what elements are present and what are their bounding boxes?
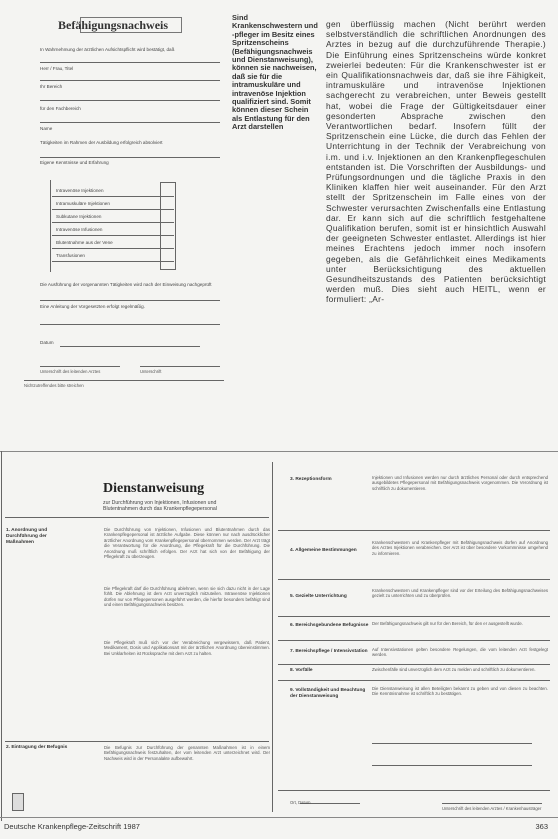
checklist-item: Transfusionen bbox=[56, 253, 85, 258]
signature-head-physician: Unterschrift des leitenden Arztes / Krankenhausträger bbox=[442, 806, 542, 811]
section-body: Auf Intensivstationen gelten besondere Regelungen, die vom leitenden Arzt festgelegt werden. bbox=[372, 647, 548, 658]
footer-journal: Deutsche Krankenpflege-Zeitschrift 1987 bbox=[4, 822, 140, 831]
signature-label: Unterschrift bbox=[140, 369, 162, 374]
footnote: Nichtzutreffendes bitte streichen bbox=[24, 383, 84, 388]
form-line: Herr / Frau, Titel bbox=[40, 66, 74, 71]
signature-place-date: Ort, Datum bbox=[290, 800, 311, 805]
form-note: Die Ausführung der vorgenannten Tätigkeiten wird nach der Einweisung nachgeprüft bbox=[40, 282, 212, 287]
page-number: 363 bbox=[535, 822, 548, 831]
section-body: Krankenschwestern und Krankenpfleger mit Befähigungsnachweis dürfen auf Anordnung des Arztes Injektionen verabreichen. Der Arzt ist über besondere Vorkommnisse umgehend zu informieren. bbox=[372, 540, 548, 556]
checklist-item: Subkutane Injektionen bbox=[56, 214, 102, 219]
checklist-item: Intravenöse Infusionen bbox=[56, 227, 103, 232]
section-body: Die Pflegekraft darf die Durchführung ablehnen, wenn sie sich dazu nicht in der Lage fühlt. Die Ablehnung ist dem Arzt unverzüglich mitzuteilen. Intravenöse Injektionen dürfen nur von Pflegepersonen ausgeführt werden, die hierfür besonders befähigt sind und einen Befähigungsnachweis besitzen. bbox=[104, 586, 270, 608]
section-body: Krankenschwestern und Krankenpfleger sind vor der Erteilung des Befähigungsnachweises gezielt zu unterrichten und zu überprüfen. bbox=[372, 588, 548, 599]
section-body: Die Befugnis zur Durchführung der genannten Maßnahmen ist in einem Befähigungsnachweis festzuhalten, der vom leitenden Arzt unterzeichnet wird. Der Nachweis wird in der Personalakte aufbewahrt. bbox=[104, 745, 270, 761]
section-heading: 9. Vollständigkeit und Beachtung der Dienstanweisung bbox=[290, 688, 366, 699]
sidebar-callout: Sind Krankenschwestern und -pfleger im Besitz eines Spritzenscheins (Befähigungsnachweis und Dienstanweisung), können sie nachweisen, daß sie für die intramuskuläre und intravenöse Injektion qualifiziert sind. Somit können dieser Schein als Entlastung für den Arzt darstellen bbox=[232, 13, 318, 132]
form-line: Eigene Kenntnisse und Erfahrung bbox=[40, 160, 109, 165]
section-body: Die Pflegekraft muß sich vor der Verabreichung vergewissern, daß Patient, Medikament, Dosis und Applikationsart mit der ärztlichen Anordnung übereinstimmen. Bei Unklarheiten ist Rücksprache mit dem Arzt zu halten. bbox=[104, 640, 270, 656]
publisher-logo bbox=[12, 793, 24, 811]
form-line: für den Fachbereich bbox=[40, 106, 81, 111]
signature-label: Datum bbox=[40, 340, 54, 345]
section-heading: 4. Allgemeine Bestimmungen bbox=[290, 548, 357, 553]
checklist-item: Intramuskuläre Injektionen bbox=[56, 201, 110, 206]
instruction-title: Dienstanweisung bbox=[103, 481, 205, 496]
section-heading: 7. Bereichspflege / Intensivstation bbox=[290, 649, 368, 654]
section-heading: 8. Vorfälle bbox=[290, 668, 313, 673]
section-body: Die Durchführung von Injektionen, Infusionen und Blutentnahmen durch das Krankenpflegepersonal ist ärztliche Aufgabe. Diese können nur nach ausdrücklicher ärztlicher Anordnung vom Krankenpflegepersonal übernommen werden. Der Arzt trägt die Verantwortung für die Anordnung, die Pflegekraft für die Durchführung. Die Anordnung muß schriftlich erfolgen. Der Arzt hat sich von der Befähigung der Pflegekraft zu überzeugen. bbox=[104, 527, 270, 560]
instruction-subtitle: zur Durchführung von Injektionen, Infusionen und Blutentnahmen durch das Krankenpflegepersonal bbox=[103, 500, 217, 513]
section-body: Die Dienstanweisung ist allen Beteiligten bekannt zu geben und von diesen zu beachten. Die Kenntnisnahme ist schriftlich zu bestätigen. bbox=[372, 686, 548, 697]
article-column: gen überflüssig machen (Nicht berührt werden selbstverständlich die schriftlichen Anordnungen des Arztes in bezug auf die durchzuführende Therapie.) Die Einführung eines Spritzenscheins würde konkret zweierlei bedeuten: Für die Krankenschwester ist er ein Qualifikationsnachweis dar, daß sie ihre Fähigkeit, intramuskuläre und intravenöse Injektionen sachgerecht zu verabreichen, unter Beweis gestellt hat, wobei die Frage der Gültigkeitsdauer einer gesonderten Absprache zwischen den Verantwortlichen bedarf. Insofern füllt der Spritzenschein eine Lücke, die durch das Fehlen der Unterrichtung in der Technik der Verabreichung von i.m. und i.v. Injektionen an den Krankenpflegeschulen entstanden ist. Die Vorschriften der Ausbildungs- und Prüfungsordnungen und die tägliche Praxis in den Kliniken klaffen hier weit auseinander. Für den Arzt stellt der Spritzenschein im Falle eines von der Schwester verursachten Zwischenfalls eine Entlastung dar. Er kann sich auf die schriftlich festgehaltene Qualifikation berufen, somit ist er hinsichtlich Auswahl der geeigneten Schwester entlastet. Allerdings ist hier meines Erachtens jedoch immer noch insofern gegeben, als die Gefährlichkeit eines Medikaments unter Berücksichtigung des aktuellen Gesundheitszustands des Patienten berücksichtigt werden muß. Dies sieht auch HEITL, wenn er formuliert: „Ar- bbox=[326, 19, 546, 305]
form-line: Ihr Bereich bbox=[40, 84, 63, 89]
section-heading: 3. Rezeptionsform bbox=[290, 477, 332, 482]
form-line: In Wahrnehmung der ärztlichen Aufsichtspflicht wird bestätigt, daß bbox=[40, 47, 175, 52]
form-title: Befähigungsnachweis bbox=[58, 18, 169, 32]
form-line: Name bbox=[40, 126, 53, 131]
form-note: Eine Anleitung der Vorgesetzten erfolgt regelmäßig. bbox=[40, 304, 145, 309]
section-body: Der Befähigungsnachweis gilt nur für den Bereich, für den er ausgestellt wurde. bbox=[372, 621, 523, 626]
page-divider bbox=[0, 451, 558, 452]
section-heading: 1. Anordnung und Durchführung der Maßnahmen bbox=[6, 528, 48, 545]
section-heading: 6. Bereichsgebundene Befugnisse bbox=[290, 623, 369, 628]
checklist-item: Blutentnahme aus der Vene bbox=[56, 240, 113, 245]
section-body: Zwischenfälle sind unverzüglich dem Arzt zu melden und schriftlich zu dokumentieren. bbox=[372, 667, 536, 672]
section-body: Injektionen und Infusionen werden nur durch ärztliches Personal oder durch entsprechend ausgebildetes Pflegepersonal mit Befähigungsnachweis vorgenommen. Die Verordnung ist schriftlich zu dokumentieren. bbox=[372, 475, 548, 491]
form-line: Tätigkeiten im Rahmen der Ausbildung erfolgreich absolviert bbox=[40, 140, 163, 145]
section-heading: 5. Gezielte Unterrichtung bbox=[290, 594, 347, 599]
signature-label: Unterschrift des leitenden Arztes bbox=[40, 369, 101, 374]
checklist-item: Intravenöse Injektionen bbox=[56, 188, 104, 193]
section-heading: 2. Eintragung der Befugnis bbox=[6, 745, 68, 750]
